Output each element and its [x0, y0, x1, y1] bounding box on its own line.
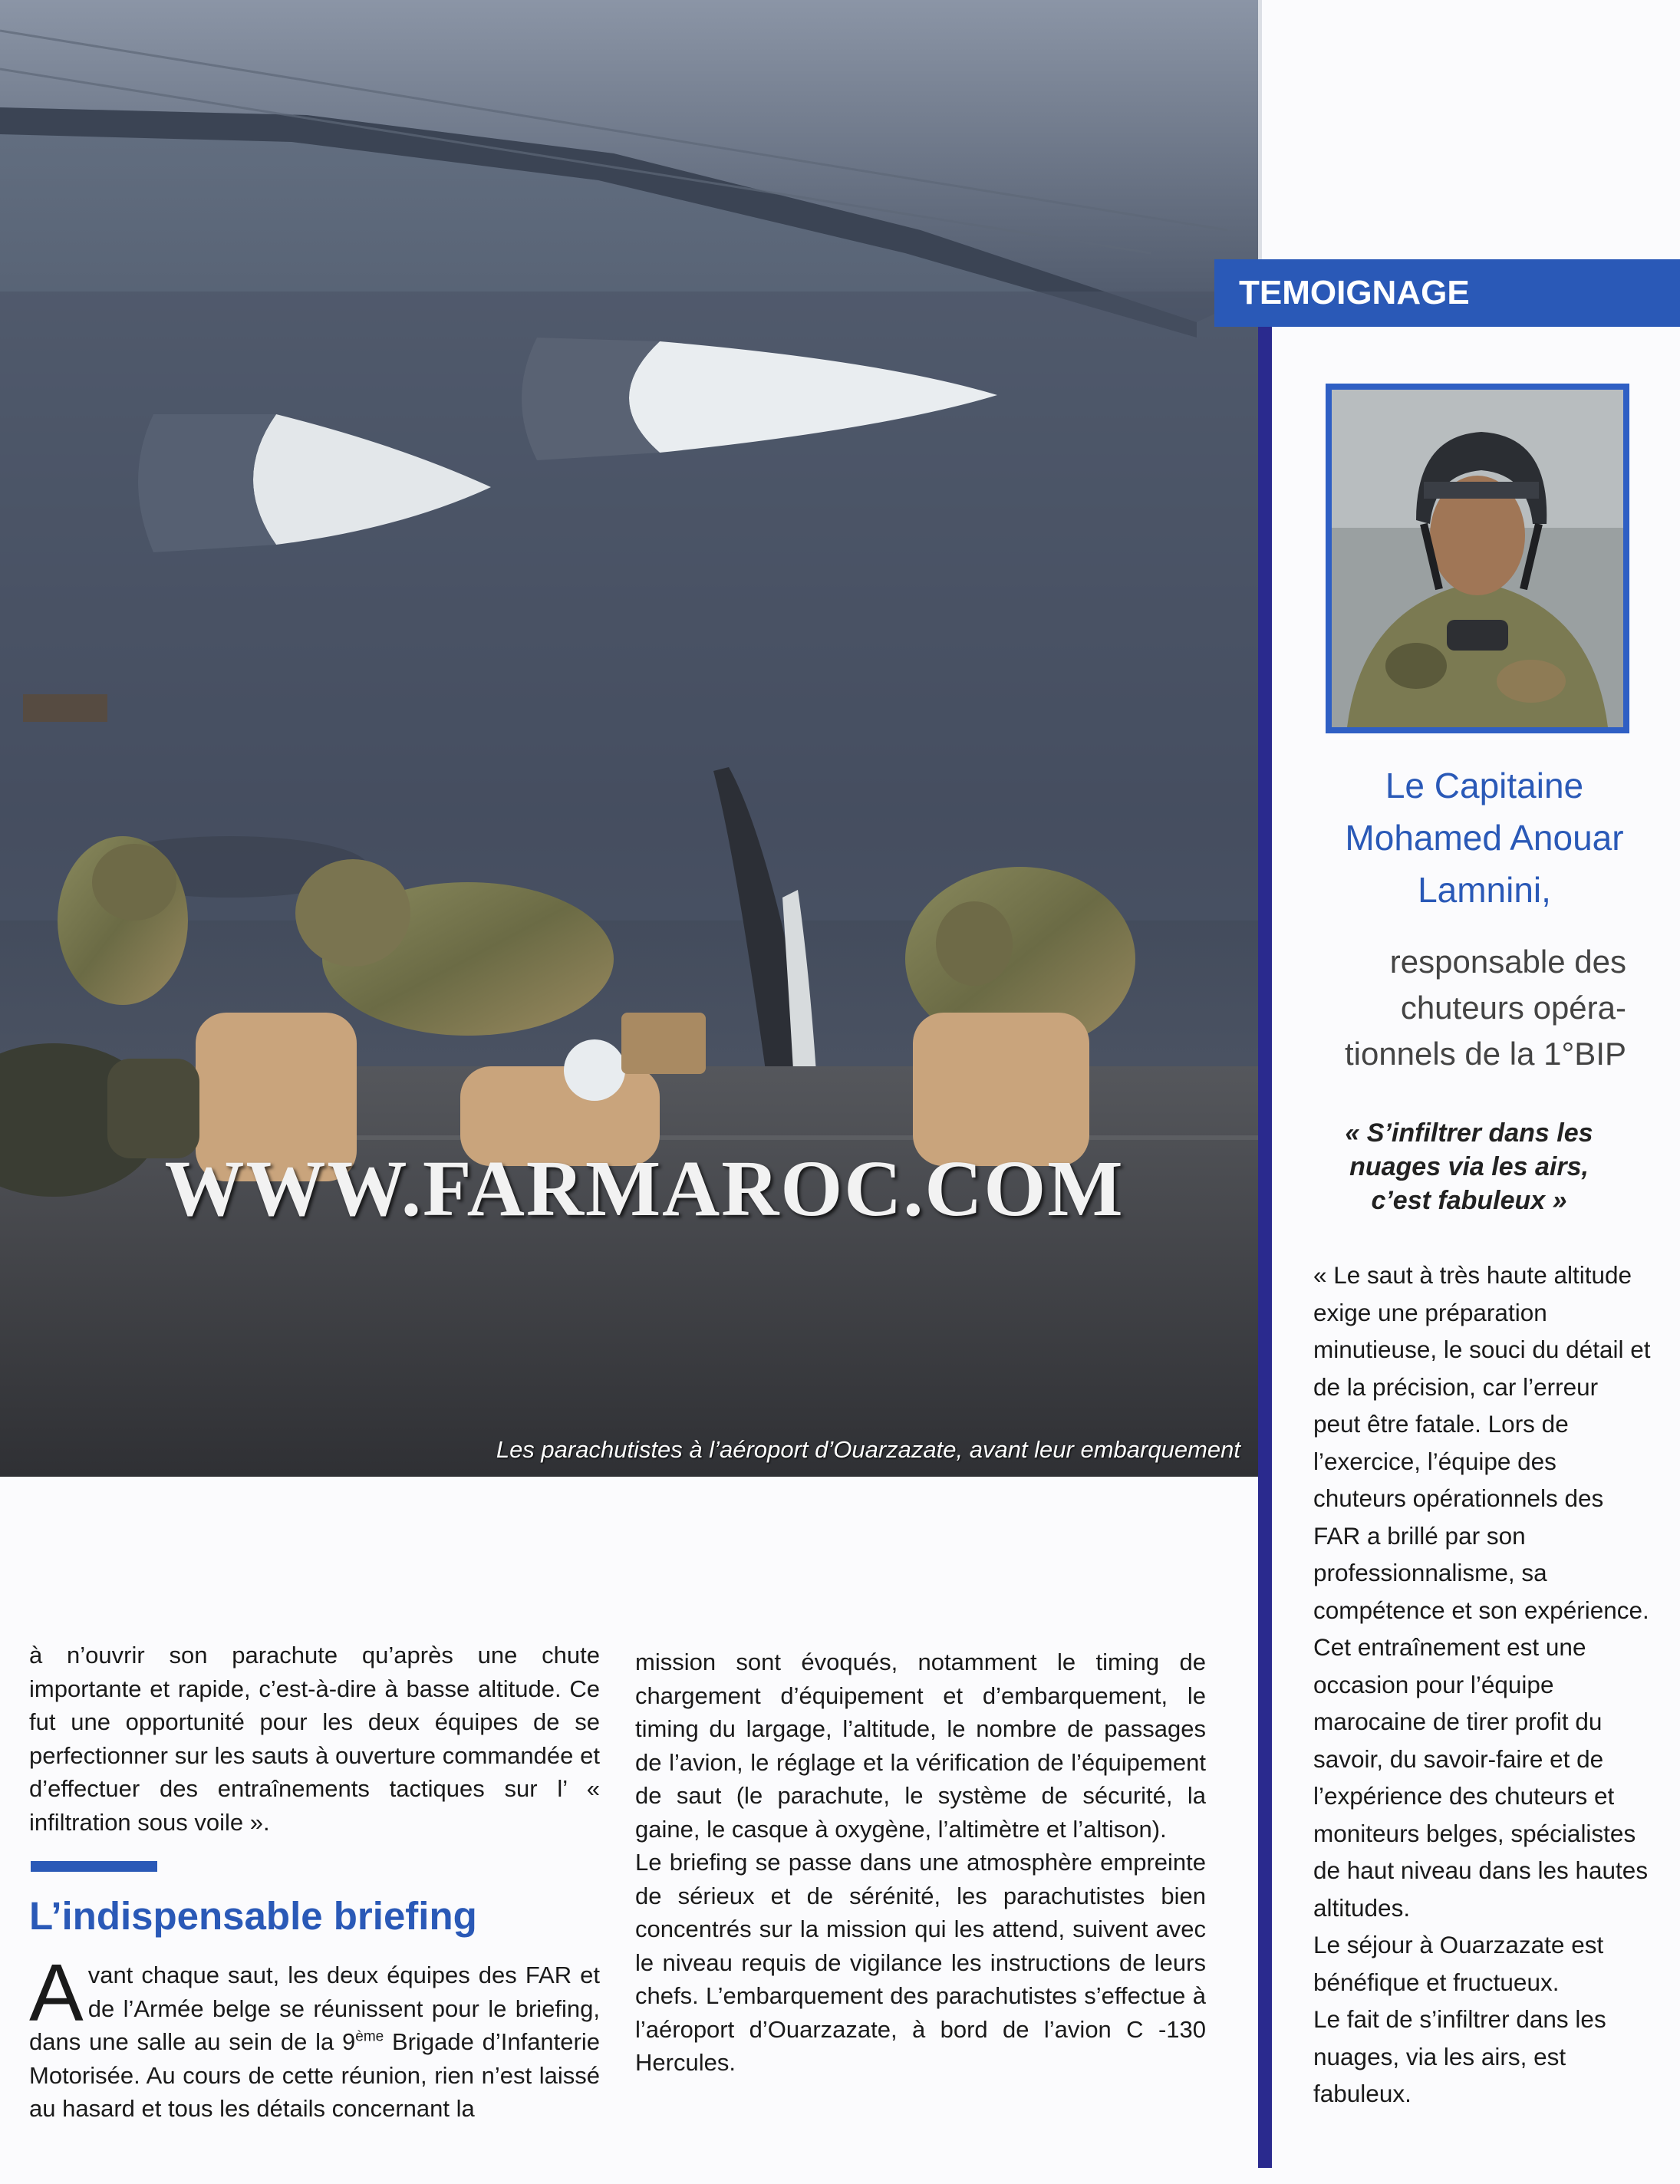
- paragraph-text: vant chaque saut, les deux équipes des FAR et de l’Armée belge se réunissent pour le briefing, dans une salle au sein de la 9: [29, 1962, 600, 2055]
- testimony-paragraph: Le fait de s’infiltrer dans les nuages, via les airs, est fabuleux.: [1313, 2005, 1606, 2107]
- paragraph-text: Brigade d’Infanterie Motorisée. Au cours de cette réunion, rien n’est laissé au hasard et tous les détails concernant la: [29, 2028, 600, 2122]
- article-column-2: [635, 1645, 1206, 2080]
- section-heading: L’indispensable briefing: [29, 1894, 477, 1938]
- sidebar-rule: [1258, 327, 1272, 2168]
- portrait-photo: [1326, 384, 1629, 733]
- role-line: responsable des: [1389, 944, 1626, 980]
- name-line: Lamnini,: [1418, 870, 1551, 910]
- photo-caption: Les parachutistes à l’aéroport d’Ouarzazate, avant leur embarquement: [496, 1436, 1240, 1463]
- article-paragraph: mission sont évoqués, notamment le timing de chargement d’équipement et d’embarquement, le timing du largage, l’altitude, le nombre de passages de l’avion, le réglage et la vérification de l’équipement de saut (le parachute, le système de sécurité, la gaine, le casque à oxygène, l’altimètre et l’altison).: [635, 1649, 1206, 1843]
- section-accent-bar: [31, 1861, 157, 1872]
- superscript: ème: [355, 2028, 384, 2045]
- name-line: Mohamed Anouar: [1345, 818, 1624, 858]
- testimony-body: [1313, 1257, 1651, 2113]
- testimony-paragraph: Cet entraînement est une occasion pour l’équipe marocaine de tirer profit du savoir, du savoir-faire et de l’expérience des chuteurs et moniteurs belges, spécialistes de haut niveau dans les hautes altitudes.: [1313, 1633, 1649, 1922]
- article-column-1-briefing: [29, 1948, 600, 2126]
- pull-quote: [1304, 1116, 1634, 1217]
- drop-cap: A: [29, 1948, 84, 2038]
- quote-line: c’est fabuleux »: [1371, 1186, 1567, 1215]
- quote-line: nuages via les airs,: [1349, 1152, 1589, 1181]
- testimony-paragraph: « Le saut à très haute altitude exige une préparation minutieuse, le souci du détail et de la précision, car l’erreur peut être fatale. Lors de l’exercice, l’équipe des chuteurs opérationnels des FAR a brillé par son professionnalisme, sa compétence et son expérience.: [1313, 1261, 1651, 1624]
- captain-role: [1289, 939, 1626, 1077]
- article-column-1-intro: [29, 1639, 600, 1839]
- role-line: tionnels de la 1°BIP: [1344, 1036, 1626, 1072]
- testimony-paragraph: Le séjour à Ouarzazate est bénéfique et fructueux.: [1313, 1931, 1604, 1996]
- captain-name: [1289, 759, 1680, 916]
- watermark: WWW.FARMAROC.COM: [164, 1145, 1125, 1233]
- article-paragraph: Le briefing se passe dans une atmosphère empreinte de sérieux et de sérénité, les parachutistes bien concentrés sur la mission qui les attend, suivent avec le niveau requis de vigilance les instructions de leurs chefs. L’embarquement des parachutistes s’effectue à l’aéroport d’Ouarzazate, à bord de l’avion C -130 Hercules.: [635, 1849, 1206, 2076]
- role-line: chuteurs opéra-: [1400, 990, 1626, 1026]
- article-paragraph: à n’ouvrir son parachute qu’après une chute importante et rapide, c’est-à-dire à basse altitude. Ce fut une opportunité pour les deux équipes de se perfectionner sur les sauts à ouverture commandée et d’effectuer des entraînements tactiques sur l’ « infiltration sous voile ».: [29, 1642, 600, 1836]
- captain-portrait: [1332, 390, 1623, 727]
- article-paragraph: [29, 1948, 600, 2126]
- quote-line: « S’infiltrer dans les: [1345, 1118, 1593, 1148]
- name-line: Le Capitaine: [1385, 766, 1584, 805]
- section-tab-temoignage: TEMOIGNAGE: [1214, 259, 1680, 327]
